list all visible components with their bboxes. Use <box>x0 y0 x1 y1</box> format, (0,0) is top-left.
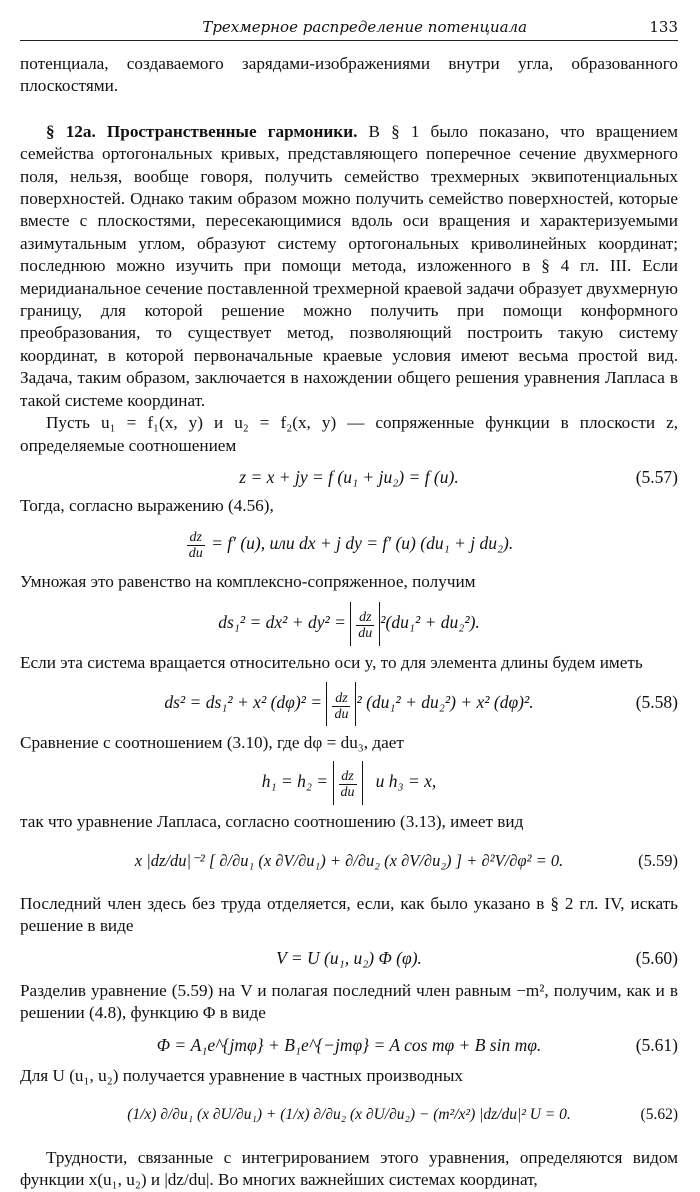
equation-number: (5.57) <box>635 466 678 487</box>
paragraph-11: Для U (u₁, u₂) получается уравнение в частных производных <box>20 1065 464 1085</box>
equation-h: h₁ = h₂ = $\frac{dz}{du}$ и h₃ = x, <box>20 759 678 803</box>
running-title: Трехмерное распределение потенциала <box>202 18 528 36</box>
book-page <box>20 14 678 1192</box>
paragraph-1: потенциала, создаваемого зарядами-изображениями внутри угла, образованного плоскостями. <box>20 54 678 96</box>
paragraph-9: Последний член здесь без труда отделяется, если, как было указано в § 2 гл. IV, искать решение в виде <box>20 893 678 936</box>
equation-5-60: V = U (u₁, u₂) Φ (φ). (5.60) <box>20 944 678 972</box>
equation-number: (5.58) <box>635 692 678 713</box>
paragraph-7: Сравнение с соотношением (3.10), где dφ = du₃, дает <box>20 733 404 753</box>
equation-5-62: (1/x) ∂/∂u₁ (x ∂U/∂u₁) + (1/x) ∂/∂u₂ (x ∂U/∂u₂) − (m²/x²) |dz/du|² U = 0. (5.62) <box>20 1093 678 1137</box>
equation-ds1: ds₁² = dx² + dy² = $\frac{dz}{du}$ ²(du₁² + du₂²). <box>20 600 678 644</box>
paragraph-2 <box>20 121 678 412</box>
equation-5-57: z = x + jy = f (u₁ + ju₂) = f (u). (5.57) <box>20 463 678 491</box>
paragraph-8: так что уравнение Лапласа, согласно соотношению (3.13), имеет вид <box>20 811 524 831</box>
equation-5-59: x |dz/du|⁻² [ ∂/∂u₁ (x ∂V/∂u₁) + ∂/∂u₂ (x ∂V/∂u₂) ] + ∂²V/∂φ² = 0. (5.59) <box>20 839 678 883</box>
fraction-dz-du: $\frac{dz}{du}$ <box>188 529 203 561</box>
paragraph-10: Разделив уравнение (5.59) на V и полагая последний член равным −m², получим, как и в решении (4.8), функцию Φ в виде <box>20 980 678 1023</box>
paragraph-5: Умножая это равенство на комплексно-сопряженное, получим <box>20 572 476 592</box>
paragraph-6: Если эта система вращается относительно оси y, то для элемента длины будем иметь <box>20 652 643 672</box>
equation-number: (5.60) <box>635 947 678 968</box>
page-header <box>20 14 678 41</box>
paragraph-4: Тогда, согласно выражению (4.56), <box>20 495 274 515</box>
equation-5-61: Φ = A₁e^{jmφ} + B₁e^{−jmφ} = A cos mφ + B sin mφ. (5.61) <box>20 1031 678 1059</box>
paragraph-12: Трудности, связанные с интегрированием этого уравнения, определяются видом функции x(u₁, u₂) и |dz/du|. Во многих важнейших системах координат, <box>20 1147 678 1190</box>
paragraph-3: Пусть u₁ = f₁(x, y) и u₂ = f₂(x, y) — сопряженные функции в плоскости z, определяемые соотношением <box>20 413 678 455</box>
equation-number: (5.61) <box>635 1034 678 1055</box>
equation-number: (5.59) <box>638 850 678 870</box>
section-heading: § 12а. Пространственные гармоники. <box>46 121 358 141</box>
page-number: 133 <box>649 18 678 36</box>
equation-4-56: $\frac{dz}{du}$ = f′ (u), или dx + j dy = f′ (u) (du₁ + j du₂). <box>188 529 514 561</box>
paragraph-2-text: В § 1 было показано, что вращением семейства ортогональных кривых, представляющего поперечное сечение двухмерного поля, нельзя, вообще говоря, получить семейство трехмерных эквипотенциальных поверхностей. Однако таким образом можно получить семейство поверхностей, которые вместе с плоскостями, пересекающимися вдоль оси вращения и характеризуемыми азимутальным углом, образуют систему ортогональных криволинейных координат; последнюю можно изучить при помощи метода, изложенного в § 4 гл. III. Если меридианальное сечение поставленной трехмерной краевой задачи образует двухмерную границу, для которой решение можно получить при помощи конформного преобразования, то существует метод, позволяющий построить такую систему координат, в которой первоначальные краевые условия имеют весьма простой вид. Задача, таким образом, заключается в нахождении общего решения уравнения Лапласа в такой системе координат. <box>20 121 679 410</box>
equation-number: (5.62) <box>640 1105 678 1123</box>
equation-5-58: ds² = ds₁² + x² (dφ)² = $\frac{dz}{du}$ ² (du₁² + du₂²) + x² (dφ)². (5.58) <box>20 680 678 724</box>
